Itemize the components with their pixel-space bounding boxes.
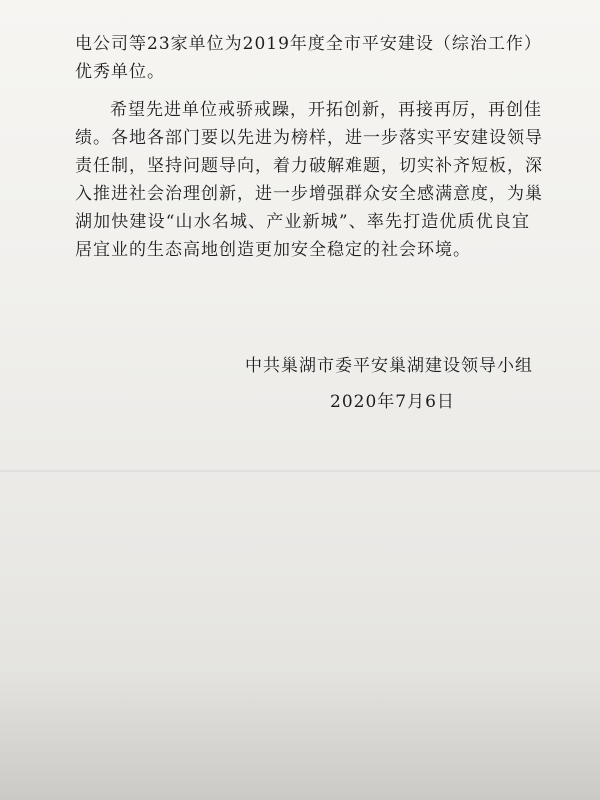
paper-fold [0, 470, 600, 472]
paragraph-2-line-3: 责任制，坚持问题导向，着力破解难题，切实补齐短板，深 [75, 156, 543, 176]
paper-shadow [0, 670, 600, 800]
paragraph-2-line-2: 绩。各地各部门要以先进为榜样，进一步落实平安建设领导 [75, 128, 543, 148]
paragraph-1-line-1: 电公司等23家单位为2019年度全市平安建设（综治工作） [75, 34, 542, 54]
paragraph-1 [75, 30, 542, 86]
paragraph-2 [75, 96, 543, 264]
paragraph-2-line-5: 湖加快建设“山水名城、产业新城”、率先打造优质优良宜 [75, 212, 530, 232]
issue-date: 2020年7月6日 [330, 392, 455, 412]
paragraph-2-line-1: 希望先进单位戒骄戒躁，开拓创新，再接再厉，再创佳 [110, 100, 542, 120]
paragraph-2-line-4: 入推进社会治理创新，进一步增强群众安全感满意度，为巢 [75, 184, 543, 204]
paragraph-1-line-2: 优秀单位。 [75, 62, 165, 82]
document-body [75, 30, 543, 264]
issuer-signature: 中共巢湖市委平安巢湖建设领导小组 [245, 356, 533, 376]
paragraph-2-line-6: 居宜业的生态高地创造更加安全稳定的社会环境。 [75, 240, 471, 260]
